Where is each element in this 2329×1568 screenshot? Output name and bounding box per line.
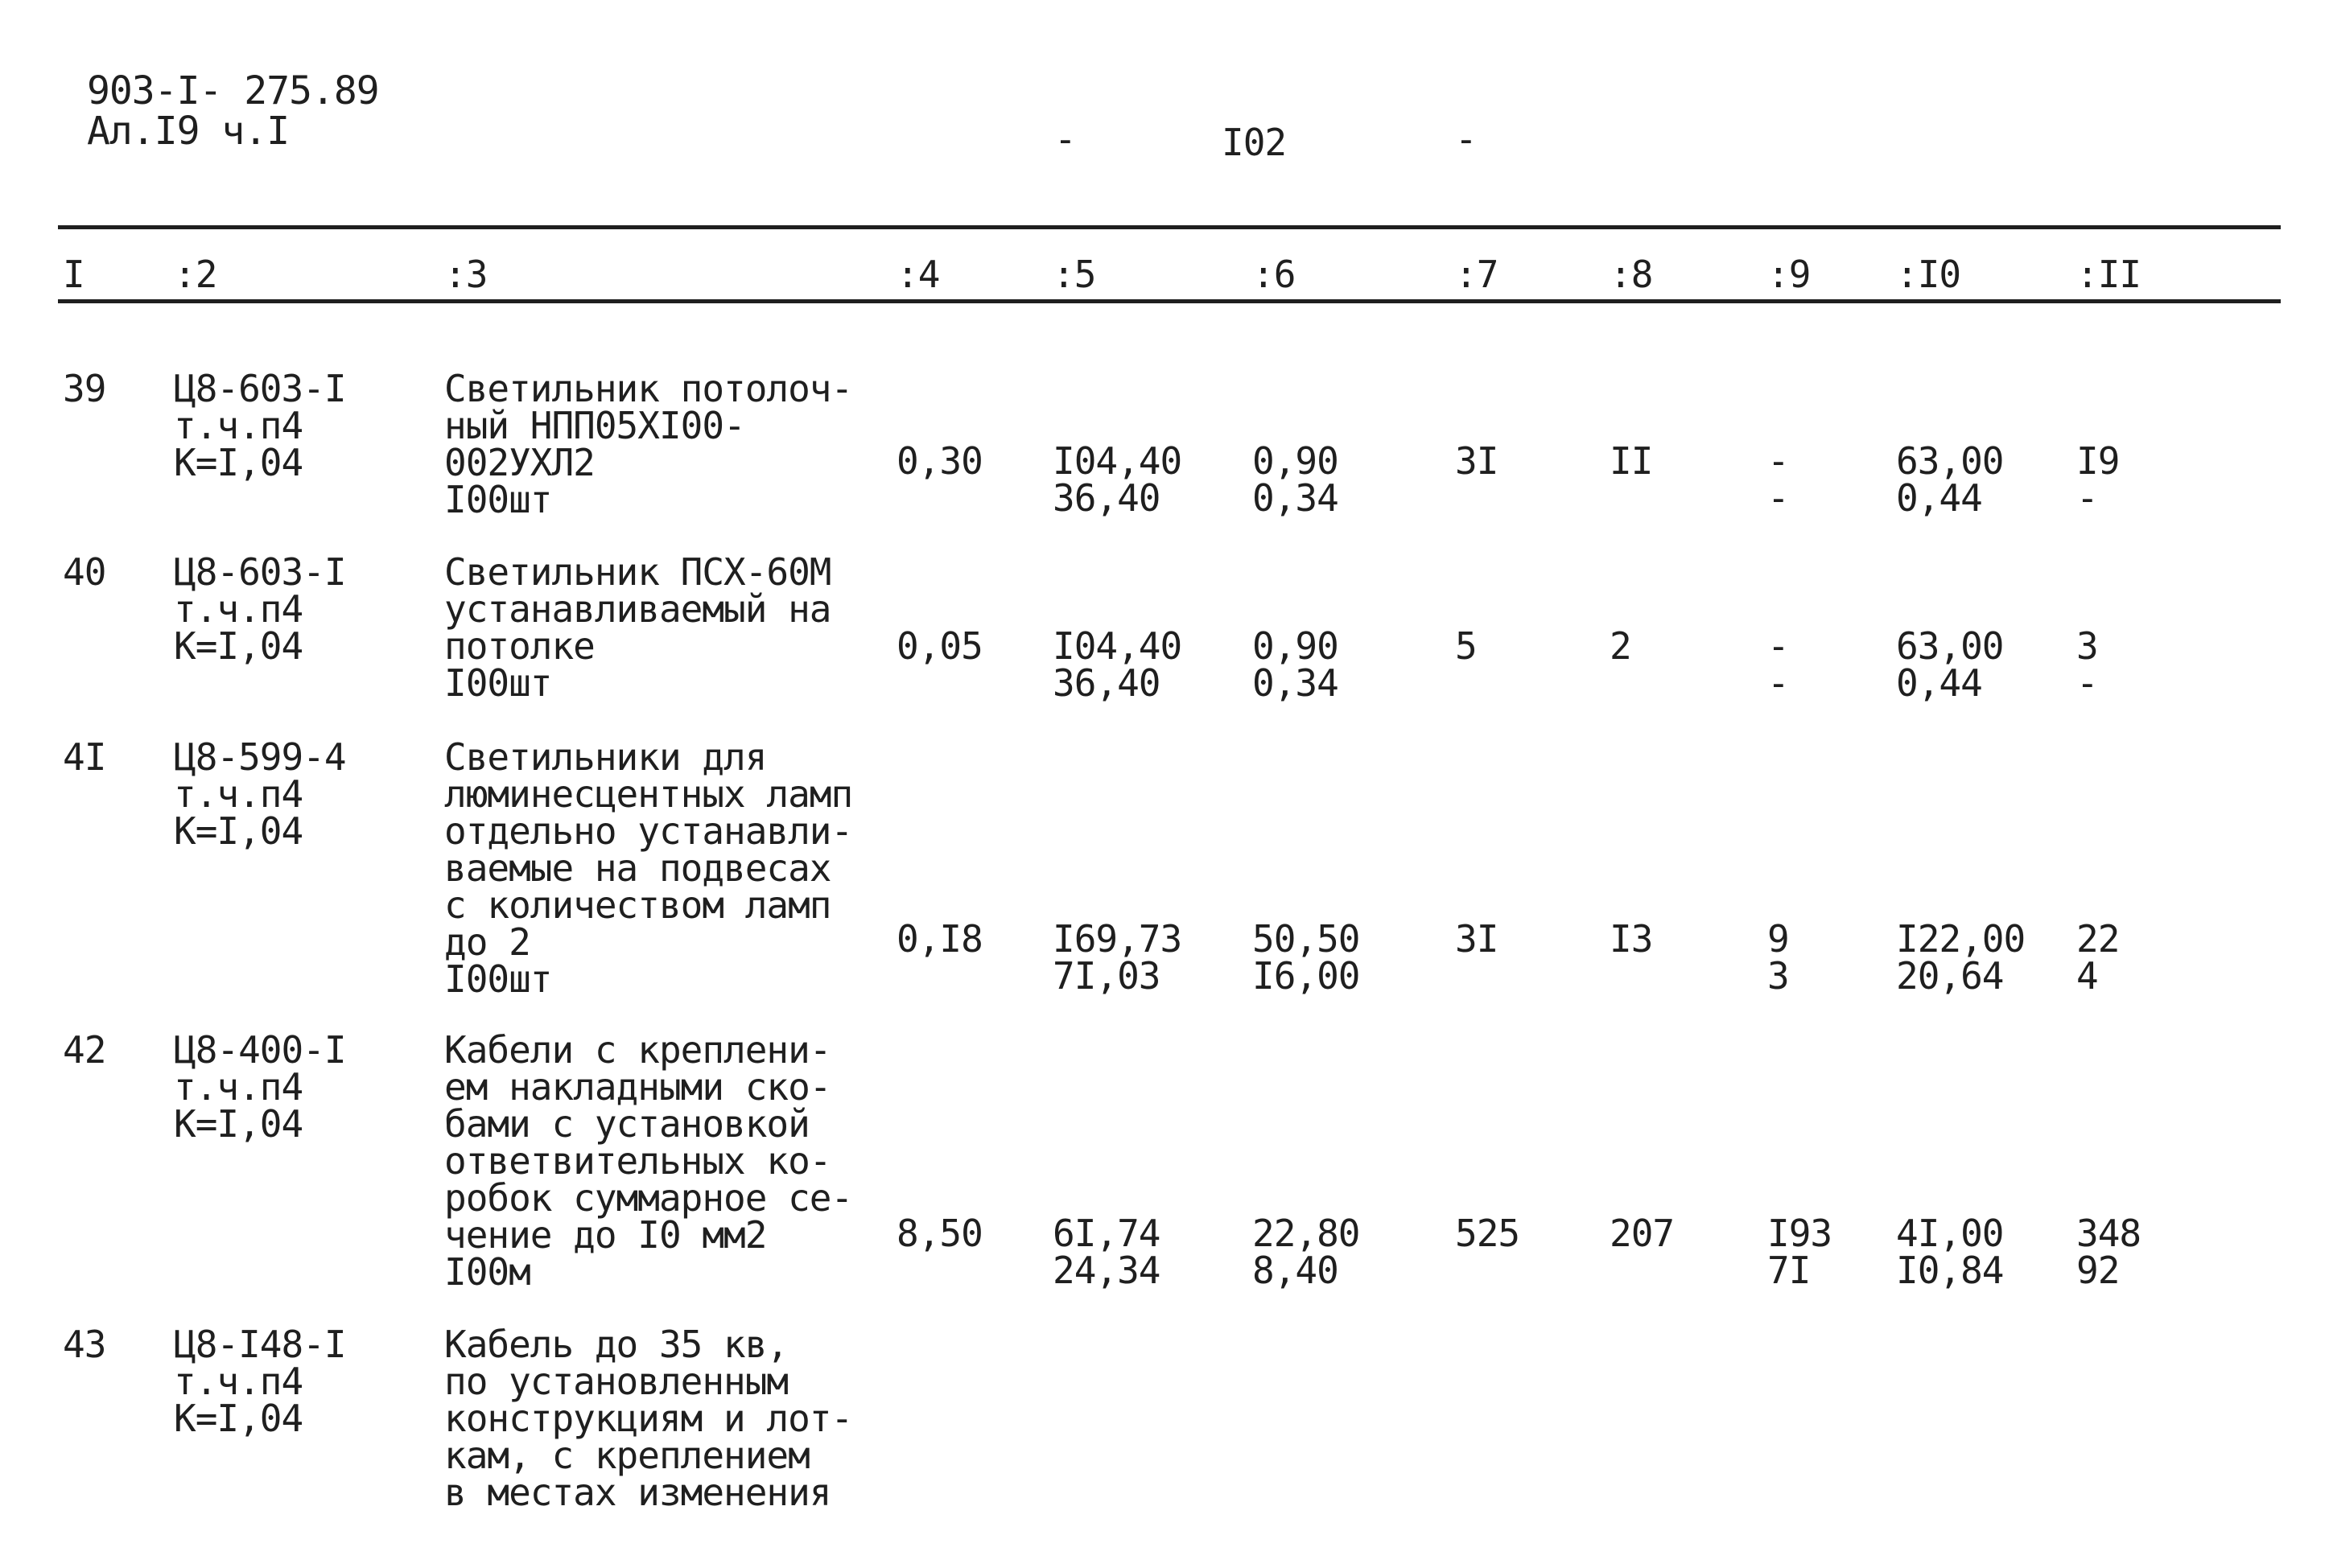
- header-dash-left: -: [1054, 117, 1076, 161]
- cell-col-6: 50,50 I6,00: [1252, 917, 1360, 998]
- cell-col-7: 3I: [1455, 439, 1498, 483]
- col-header-8: :8: [1610, 253, 1653, 296]
- cell-col-11: 3 -: [2076, 624, 2098, 705]
- rate-code: Ц8-I48-I т.ч.п4 К=I,04: [174, 1323, 346, 1440]
- cell-col-5: I69,73 7I,03: [1053, 917, 1182, 998]
- col-header-10: :I0: [1896, 253, 1961, 296]
- work-description: Светильник потолоч- ный НПП05ХI00- 002УХЛ2 I00шт: [444, 367, 853, 521]
- doc-code: 903-I- 275.89: [87, 68, 379, 113]
- row-number: 4I: [63, 735, 106, 779]
- col-header-9: :9: [1767, 253, 1811, 296]
- cell-col-11: I9 -: [2076, 439, 2120, 520]
- col-header-5: :5: [1053, 253, 1096, 296]
- cell-col-10: I22,00 20,64: [1896, 917, 2026, 998]
- cell-col-5: I04,40 36,40: [1053, 439, 1182, 520]
- cell-col-5: 6I,74 24,34: [1053, 1212, 1160, 1292]
- cell-col-6: 0,90 0,34: [1252, 624, 1338, 705]
- rate-code: Ц8-603-I т.ч.п4 К=I,04: [174, 367, 346, 484]
- work-description: Светильники для люминесцентных ламп отдельно устанавли- ваемые на подвесах с количеством ламп до 2 I00шт: [444, 735, 853, 1001]
- col-header-7: :7: [1455, 253, 1498, 296]
- row-number: 43: [63, 1323, 106, 1366]
- sheet-info: Ал.I9 ч.I: [87, 109, 290, 154]
- work-description: Кабели с креплени- ем накладными ско- бами с установкой ответвительных ко- робок суммарное се- чение до I0 мм2 I00м: [444, 1028, 853, 1294]
- cell-col-6: 0,90 0,34: [1252, 439, 1338, 520]
- cell-col-6: 22,80 8,40: [1252, 1212, 1360, 1292]
- col-header-4: :4: [897, 253, 940, 296]
- cell-col-9: - -: [1767, 439, 1789, 520]
- page-number: I02: [1222, 121, 1287, 164]
- row-number: 42: [63, 1028, 106, 1072]
- header-dash-right: -: [1455, 117, 1477, 161]
- cell-col-8: II: [1610, 439, 1653, 483]
- cell-col-7: 3I: [1455, 917, 1498, 961]
- cell-col-11: 22 4: [2076, 917, 2120, 998]
- col-header-6: :6: [1252, 253, 1296, 296]
- rate-code: Ц8-400-I т.ч.п4 К=I,04: [174, 1028, 346, 1146]
- col-header-11: :II: [2076, 253, 2141, 296]
- cell-col-7: 525: [1455, 1212, 1520, 1255]
- col-header-3: :3: [444, 253, 488, 296]
- row-number: 39: [63, 367, 106, 410]
- cell-col-10: 63,00 0,44: [1896, 624, 2004, 705]
- cell-col-4: 0,30: [897, 439, 983, 483]
- table-top-rule: [58, 225, 2281, 229]
- cell-col-11: 348 92: [2076, 1212, 2141, 1292]
- cell-col-9: - -: [1767, 624, 1789, 705]
- rate-code: Ц8-603-I т.ч.п4 К=I,04: [174, 550, 346, 668]
- cell-col-10: 4I,00 I0,84: [1896, 1212, 2004, 1292]
- cell-col-8: 207: [1610, 1212, 1675, 1255]
- row-number: 40: [63, 550, 106, 594]
- cell-col-9: 9 3: [1767, 917, 1789, 998]
- work-description: Кабель до 35 кв, по установленным конструкциям и лот- кам, с креплением в местах изменения: [444, 1323, 853, 1514]
- work-description: Светильник ПСХ-60М устанавливаемый на потолке I00шт: [444, 550, 831, 705]
- cell-col-4: 0,05: [897, 624, 983, 668]
- cell-col-8: 2: [1610, 624, 1631, 668]
- table-header-rule: [58, 299, 2281, 303]
- cell-col-9: I93 7I: [1767, 1212, 1832, 1292]
- rate-code: Ц8-599-4 т.ч.п4 К=I,04: [174, 735, 346, 853]
- cell-col-7: 5: [1455, 624, 1477, 668]
- cell-col-4: 8,50: [897, 1212, 983, 1255]
- cell-col-8: I3: [1610, 917, 1653, 961]
- cell-col-10: 63,00 0,44: [1896, 439, 2004, 520]
- cell-col-4: 0,I8: [897, 917, 983, 961]
- cell-col-5: I04,40 36,40: [1053, 624, 1182, 705]
- col-header-1: I: [63, 253, 85, 296]
- col-header-2: :2: [174, 253, 217, 296]
